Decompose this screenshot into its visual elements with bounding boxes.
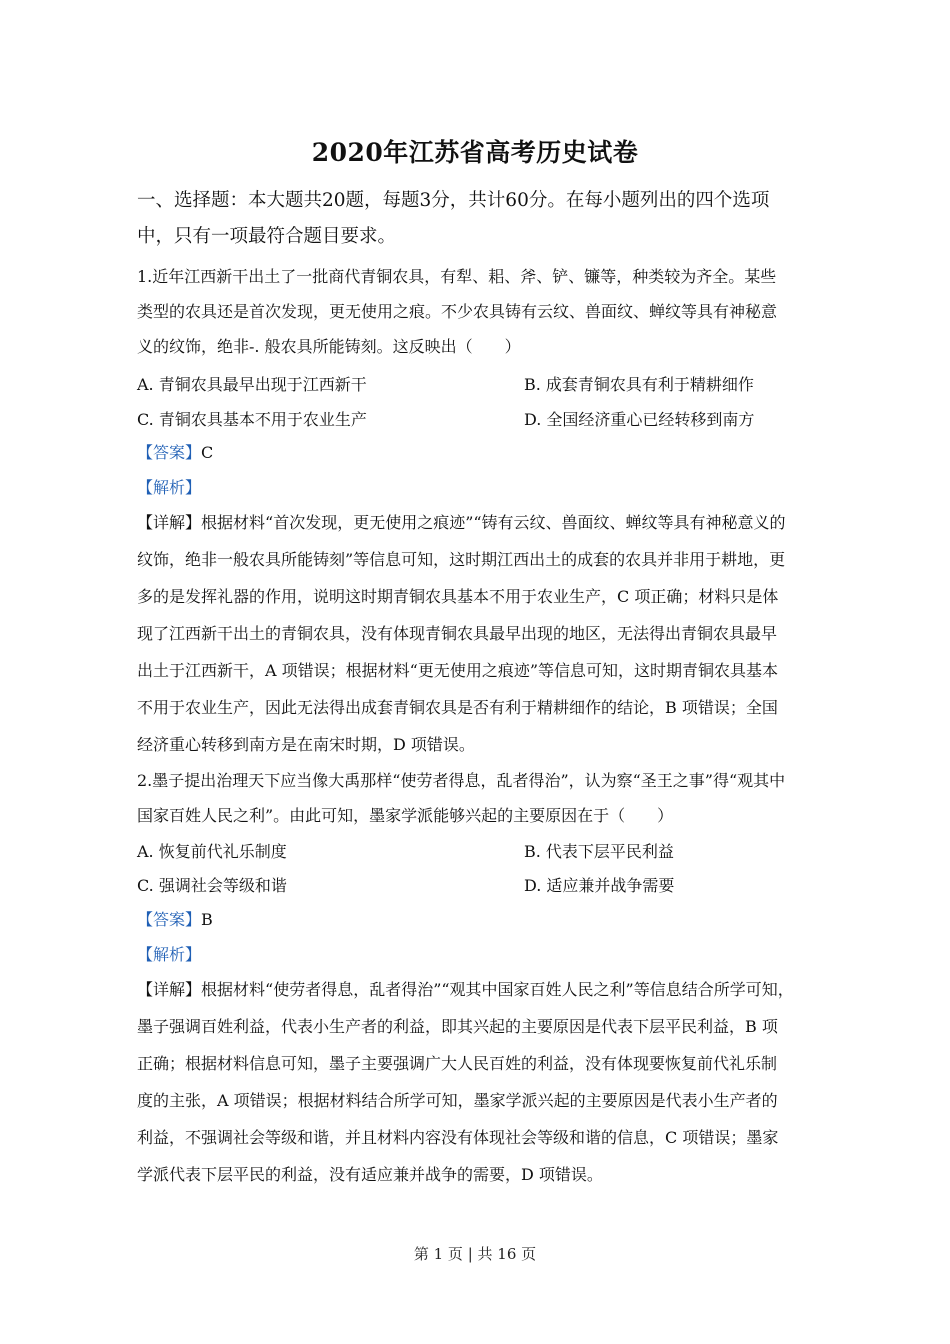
document-title: 2020年江苏省高考历史试卷 <box>311 138 639 167</box>
q2-option-d: D. 适应兼并战争需要 <box>524 876 675 895</box>
q2-answer <box>137 907 213 930</box>
q2-detail-line-6: 学派代表下层平民的利益，没有适应兼并战争的需要，D 项错误。 <box>137 1165 603 1184</box>
q2-stem-line-2: 国家百姓人民之利”。由此可知，墨家学派能够兴起的主要原因在于（ ） <box>137 806 674 825</box>
q1-answer <box>137 440 213 463</box>
answer-label: 【答案】 <box>137 443 202 462</box>
q2-analysis-label: 【解析】 <box>137 945 202 964</box>
q1-stem-line-2: 类型的农具还是首次发现，更无使用之痕。不少农具铸有云纹、兽面纹、蝉纹等具有神秘意 <box>137 302 778 321</box>
answer-value: B <box>201 910 213 929</box>
section-heading-line-1: 一、选择题：本大题共20题，每题3分，共计60分。在每小题列出的四个选项 <box>137 190 770 211</box>
q1-stem-line-1: 1.近年江西新干出土了一批商代青铜农具，有犁、耜、斧、铲、镰等，种类较为齐全。某些 <box>137 267 777 286</box>
q2-option-a: A. 恢复前代礼乐制度 <box>137 842 287 861</box>
detail-text: 根据材料“使劳者得息，乱者得治”“观其中国家百姓人民之利”等信息结合所学可知， <box>201 980 794 999</box>
q2-detail-line-1 <box>137 977 794 1000</box>
q1-option-c: C. 青铜农具基本不用于农业生产 <box>137 410 367 429</box>
q1-analysis-label: 【解析】 <box>137 478 202 497</box>
q1-option-b: B. 成套青铜农具有利于精耕细作 <box>524 375 754 394</box>
q1-detail-line-6: 不用于农业生产，因此无法得出成套青铜农具是否有利于精耕细作的结论，B 项错误；全国 <box>137 698 778 717</box>
detail-text: 根据材料“首次发现，更无使用之痕迹”“铸有云纹、兽面纹、蝉纹等具有神秘意义的 <box>201 513 786 532</box>
q1-detail-line-3: 多的是发挥礼器的作用，说明这时期青铜农具基本不用于农业生产，C 项正确；材料只是体 <box>137 587 779 606</box>
page-footer: 第 1 页 | 共 16 页 <box>413 1245 537 1263</box>
q2-option-c: C. 强调社会等级和谐 <box>137 876 287 895</box>
q1-option-a: A. 青铜农具最早出现于江西新干 <box>137 375 367 394</box>
detail-label: 【详解】 <box>137 980 202 999</box>
q1-detail-line-2: 纹饰，绝非一般农具所能铸刻”等信息可知，这时期江西出土的成套的农具并非用于耕地，更 <box>137 550 786 569</box>
q1-detail-line-1 <box>137 510 786 533</box>
answer-value: C <box>201 443 214 462</box>
q2-stem-line-1: 2.墨子提出治理天下应当像大禹那样“使劳者得息，乱者得治”，认为察“圣王之事”得“观其中 <box>137 771 786 790</box>
q2-detail-line-3: 正确；根据材料信息可知，墨子主要强调广大人民百姓的利益，没有体现要恢复前代礼乐制 <box>137 1054 778 1073</box>
q1-detail-line-7: 经济重心转移到南方是在南宋时期，D 项错误。 <box>137 735 475 754</box>
q1-stem-line-3: 义的纹饰，绝非-. 般农具所能铸刻。这反映出（ ） <box>137 337 521 356</box>
q1-detail-line-5: 出土于江西新干，A 项错误；根据材料“更无使用之痕迹”等信息可知，这时期青铜农具基本 <box>137 661 779 680</box>
section-heading-line-2: 中，只有一项最符合题目要求。 <box>137 226 397 247</box>
q2-detail-line-2: 墨子强调百姓利益，代表小生产者的利益，即其兴起的主要原因是代表下层平民利益，B 项 <box>137 1017 778 1036</box>
q2-detail-line-5: 利益，不强调社会等级和谐，并且材料内容没有体现社会等级和谐的信息，C 项错误；墨家 <box>137 1128 779 1147</box>
q1-option-d: D. 全国经济重心已经转移到南方 <box>524 410 755 429</box>
q1-detail-line-4: 现了江西新干出土的青铜农具，没有体现青铜农具最早出现的地区，无法得出青铜农具最早 <box>137 624 778 643</box>
q2-detail-line-4: 度的主张，A 项错误；根据材料结合所学可知，墨家学派兴起的主要原因是代表小生产者的 <box>137 1091 778 1110</box>
q2-option-b: B. 代表下层平民利益 <box>524 842 674 861</box>
detail-label: 【详解】 <box>137 513 202 532</box>
answer-label: 【答案】 <box>137 910 202 929</box>
